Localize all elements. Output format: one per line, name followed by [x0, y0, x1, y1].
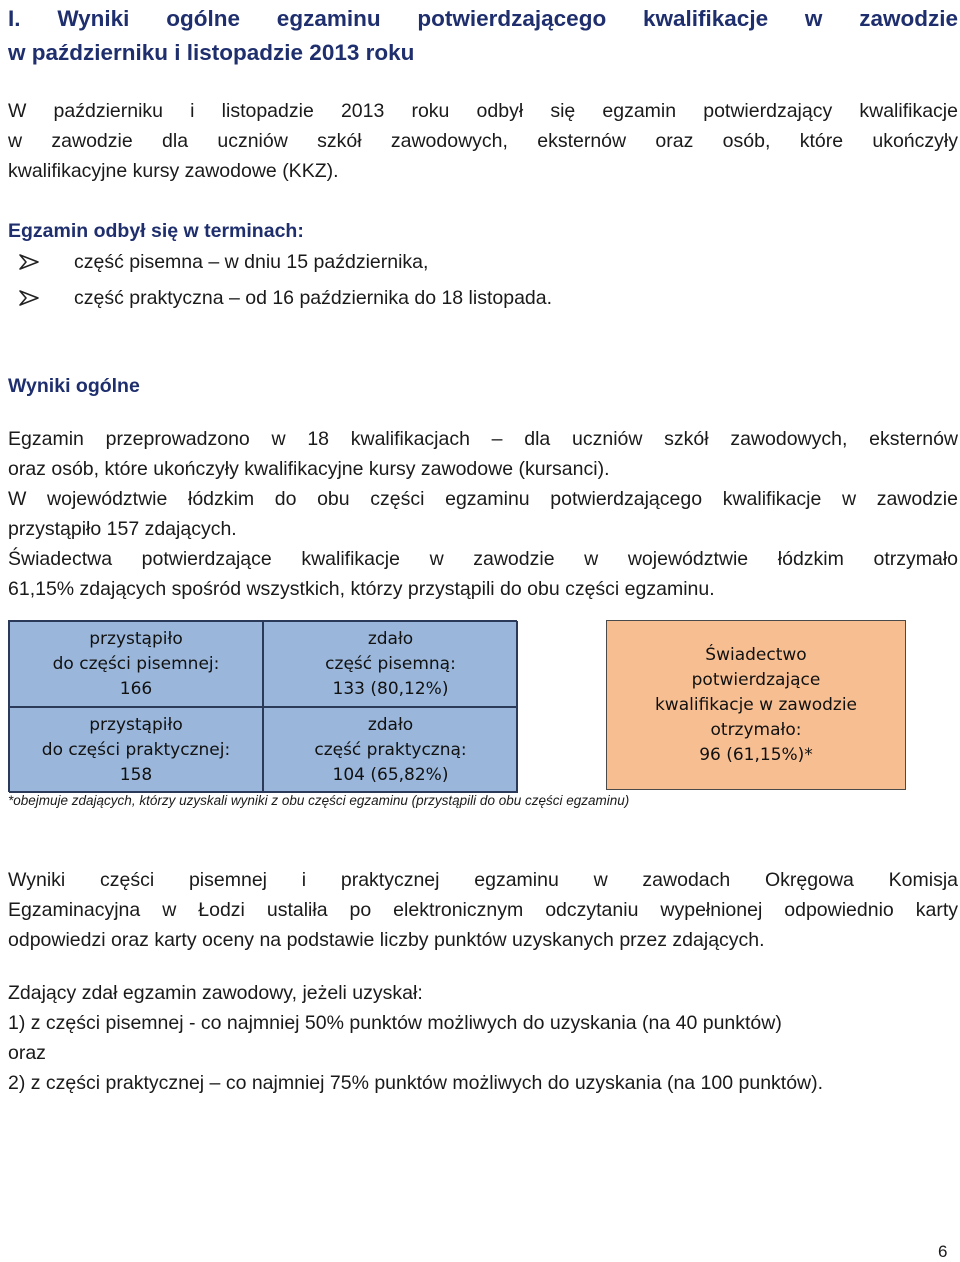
cell-value: 104 (65,82%): [332, 764, 449, 785]
cell-line: przystąpiło: [89, 628, 183, 649]
page-title: [8, 2, 958, 70]
written-passed-cell: [263, 621, 518, 707]
general-p2-line-2: przystąpiło 157 zdających.: [8, 518, 237, 540]
terms-item-label: część praktyczna – od 16 października do 18 listopada.: [74, 287, 553, 309]
general-p3-line-1: Świadectwa potwierdzające kwalifikacje w zawodzie w województwie łódzkim otrzymało: [8, 548, 958, 570]
arrow-bullet-icon: [18, 289, 40, 307]
terms-item: [8, 247, 428, 277]
certificate-line: potwierdzające: [691, 669, 821, 690]
criteria-item-1: 1) z części pisemnej - co najmniej 50% punktów możliwych do uzyskania (na 40 punktów): [8, 1012, 782, 1034]
cell-line: część praktyczną:: [314, 739, 467, 760]
certificate-line: kwalifikacje w zawodzie: [654, 694, 858, 715]
criteria-paragraph: [8, 978, 958, 1098]
intro-paragraph: [8, 96, 958, 186]
page-number: 6: [938, 1242, 948, 1261]
cell-line: część pisemną:: [325, 653, 456, 674]
intro-line-3: kwalifikacyjne kursy zawodowe (KKZ).: [8, 160, 339, 182]
certificate-value: 96 (61,15%)*: [699, 744, 813, 765]
terms-item: [8, 283, 552, 313]
practical-passed-cell: [263, 707, 518, 793]
terms-item-label: część pisemna – w dniu 15 października,: [74, 251, 429, 273]
practical-taken-cell: [9, 707, 263, 793]
footnote: *obejmuje zdających, którzy uzyskali wyniki z obu części egzaminu (przystąpili do obu części egzaminu): [8, 793, 630, 808]
criteria-intro: Zdający zdał egzamin zawodowy, jeżeli uzyskał:: [8, 982, 423, 1004]
intro-line-1: W październiku i listopadzie 2013 roku odbył się egzamin potwierdzający kwalifikacje: [8, 100, 958, 122]
terms-heading: Egzamin odbył się w terminach:: [8, 220, 304, 242]
method-line-1: Wyniki części pisemnej i praktycznej egzaminu w zawodach Okręgowa Komisja: [8, 869, 958, 891]
title-line-1: I. Wyniki ogólne egzaminu potwierdzającego kwalifikacje w zawodzie: [8, 6, 958, 31]
general-p1-line-1: Egzamin przeprowadzono w 18 kwalifikacjach – dla uczniów szkół zawodowych, eksternów: [8, 428, 958, 450]
cell-value: 133 (80,12%): [332, 678, 449, 699]
arrow-bullet-icon: [18, 253, 40, 271]
certificate-line: otrzymało:: [710, 719, 802, 740]
method-line-3: odpowiedzi oraz karty oceny na podstawie liczby punktów uzyskanych przez zdających.: [8, 929, 765, 951]
general-p1-line-2: oraz osób, które ukończyły kwalifikacyjne kursy zawodowe (kursanci).: [8, 458, 610, 480]
cell-value: 166: [119, 678, 153, 699]
general-p3-line-2: 61,15% zdających spośród wszystkich, którzy przystąpili do obu części egzaminu.: [8, 578, 715, 600]
certificate-result-box: [606, 620, 906, 790]
written-taken-cell: [9, 621, 263, 707]
method-line-2: Egzaminacyjna w Łodzi ustaliła po elektronicznym odczytaniu wypełnionej odpowiednio karty: [8, 899, 958, 921]
cell-line: przystąpiło: [89, 714, 183, 735]
cell-line: zdało: [367, 628, 414, 649]
method-paragraph: [8, 865, 958, 955]
general-paragraph-1: [8, 424, 958, 604]
cell-line: do części pisemnej:: [52, 653, 220, 674]
cell-line: zdało: [367, 714, 414, 735]
certificate-line: Świadectwo: [705, 644, 807, 665]
criteria-conjunction: oraz: [8, 1042, 46, 1064]
intro-line-2: w zawodzie dla uczniów szkół zawodowych, eksternów oraz osób, które ukończyły: [8, 130, 958, 152]
general-results-heading: Wyniki ogólne: [8, 375, 140, 397]
criteria-item-2: 2) z części praktycznej – co najmniej 75% punktów możliwych do uzyskania (na 100 punktów).: [8, 1072, 824, 1094]
summary-table: [8, 620, 517, 792]
general-p2-line-1: W województwie łódzkim do obu części egzaminu potwierdzającego kwalifikacje w zawodzie: [8, 488, 958, 510]
title-line-2: w październiku i listopadzie 2013 roku: [8, 40, 415, 65]
cell-value: 158: [119, 764, 153, 785]
cell-line: do części praktycznej:: [41, 739, 231, 760]
